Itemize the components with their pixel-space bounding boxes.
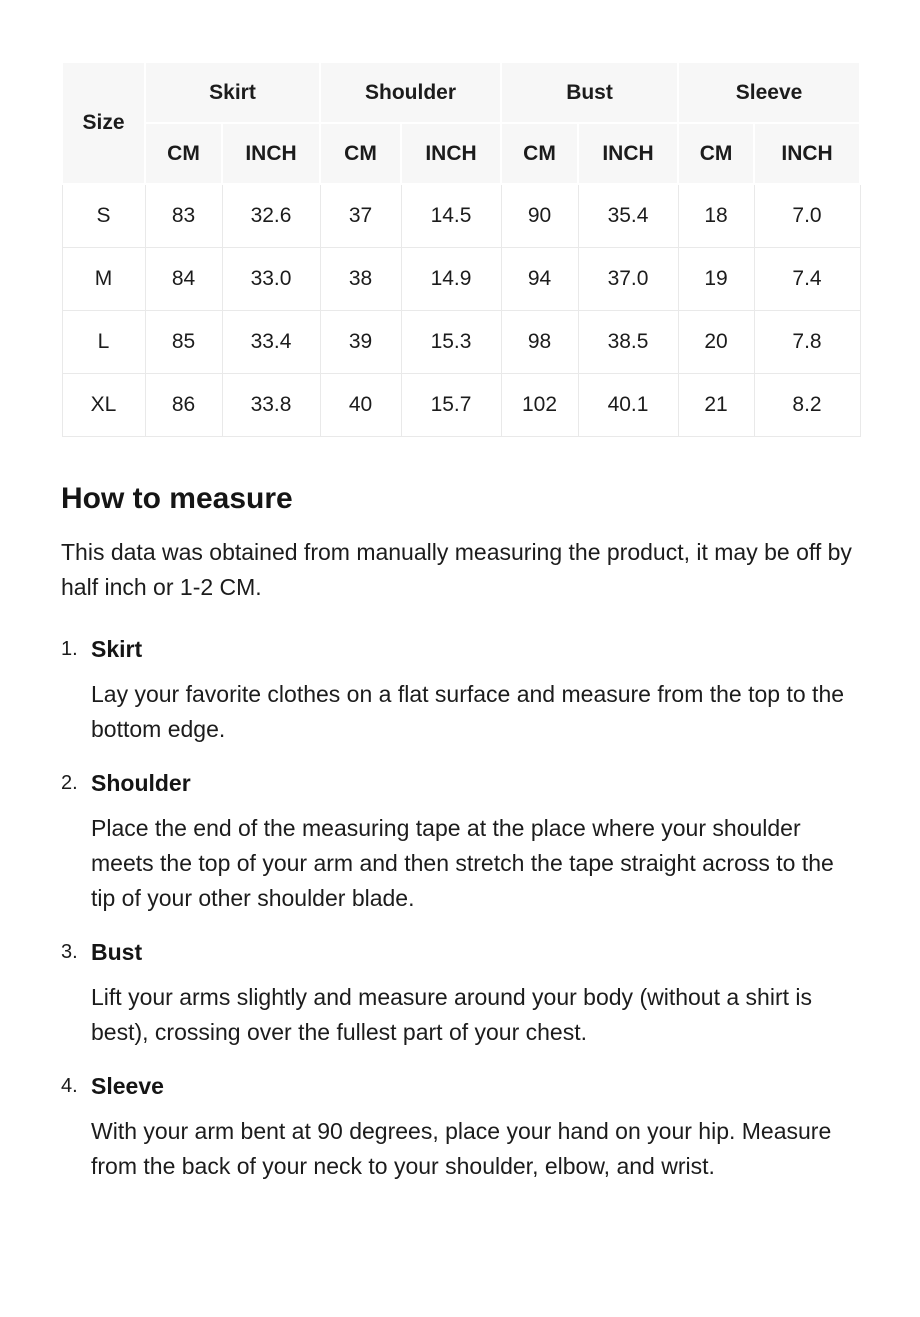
step-description: Place the end of the measuring tape at the place where your shoulder meets the top of your arm and then stretch the tape straight across to the tip of your other shoulder blade. — [91, 814, 834, 911]
value-cell: 14.9 — [401, 247, 501, 310]
value-cell: 33.8 — [222, 373, 320, 436]
measure-step-shoulder — [61, 769, 859, 916]
size-cell: XL — [62, 373, 145, 436]
size-chart-table — [61, 61, 861, 437]
value-cell: 14.5 — [401, 184, 501, 247]
measure-disclaimer-text: This data was obtained from manually measuring the product, it may be off by half inch or 1-2 CM. — [61, 538, 852, 600]
measure-step-bust — [61, 938, 859, 1050]
value-cell: 33.0 — [222, 247, 320, 310]
group-header-shoulder: Shoulder — [320, 62, 501, 123]
size-cell: L — [62, 310, 145, 373]
step-number: 2. — [61, 771, 78, 794]
size-cell: M — [62, 247, 145, 310]
value-cell: 38 — [320, 247, 401, 310]
value-cell: 37 — [320, 184, 401, 247]
value-cell: 84 — [145, 247, 222, 310]
step-title: Shoulder — [91, 769, 191, 796]
value-cell: 90 — [501, 184, 578, 247]
step-number: 4. — [61, 1074, 78, 1097]
step-title: Sleeve — [91, 1072, 164, 1099]
value-cell: 15.7 — [401, 373, 501, 436]
step-description: Lift your arms slightly and measure around your body (without a shirt is best), crossing over the fullest part of your chest. — [91, 983, 812, 1045]
unit-header-cm: CM — [320, 123, 401, 184]
size-column-header: Size — [62, 62, 145, 184]
table-row-size-l — [62, 310, 860, 373]
value-cell: 83 — [145, 184, 222, 247]
table-row-size-xl — [62, 373, 860, 436]
value-cell: 40.1 — [578, 373, 678, 436]
step-description: With your arm bent at 90 degrees, place your hand on your hip. Measure from the back of your neck to your shoulder, elbow, and wrist. — [91, 1117, 832, 1179]
measure-step-sleeve — [61, 1072, 859, 1184]
value-cell: 98 — [501, 310, 578, 373]
value-cell: 19 — [678, 247, 754, 310]
measure-step-skirt — [61, 635, 859, 747]
value-cell: 7.8 — [754, 310, 860, 373]
value-cell: 18 — [678, 184, 754, 247]
value-cell: 86 — [145, 373, 222, 436]
step-description: Lay your favorite clothes on a flat surface and measure from the top to the bottom edge. — [91, 680, 845, 742]
value-cell: 102 — [501, 373, 578, 436]
value-cell: 85 — [145, 310, 222, 373]
value-cell: 39 — [320, 310, 401, 373]
size-cell: S — [62, 184, 145, 247]
group-header-sleeve: Sleeve — [678, 62, 860, 123]
unit-header-cm: CM — [501, 123, 578, 184]
unit-header-inch: INCH — [754, 123, 860, 184]
value-cell: 20 — [678, 310, 754, 373]
value-cell: 7.4 — [754, 247, 860, 310]
step-number: 3. — [61, 940, 78, 963]
unit-header-cm: CM — [678, 123, 754, 184]
step-title: Bust — [91, 938, 143, 965]
unit-header-cm: CM — [145, 123, 222, 184]
value-cell: 21 — [678, 373, 754, 436]
how-to-measure-heading: How to measure — [61, 481, 293, 515]
table-group-header-row — [62, 62, 860, 123]
value-cell: 7.0 — [754, 184, 860, 247]
group-header-skirt: Skirt — [145, 62, 320, 123]
value-cell: 33.4 — [222, 310, 320, 373]
value-cell: 94 — [501, 247, 578, 310]
value-cell: 15.3 — [401, 310, 501, 373]
value-cell: 40 — [320, 373, 401, 436]
value-cell: 8.2 — [754, 373, 860, 436]
unit-header-inch: INCH — [401, 123, 501, 184]
value-cell: 35.4 — [578, 184, 678, 247]
table-row-size-m — [62, 247, 860, 310]
step-title: Skirt — [91, 635, 143, 662]
value-cell: 32.6 — [222, 184, 320, 247]
table-unit-header-row — [62, 123, 860, 184]
group-header-bust: Bust — [501, 62, 678, 123]
value-cell: 37.0 — [578, 247, 678, 310]
unit-header-inch: INCH — [578, 123, 678, 184]
step-number: 1. — [61, 637, 78, 660]
measure-steps-list — [61, 635, 859, 1184]
table-row-size-s — [62, 184, 860, 247]
value-cell: 38.5 — [578, 310, 678, 373]
unit-header-inch: INCH — [222, 123, 320, 184]
